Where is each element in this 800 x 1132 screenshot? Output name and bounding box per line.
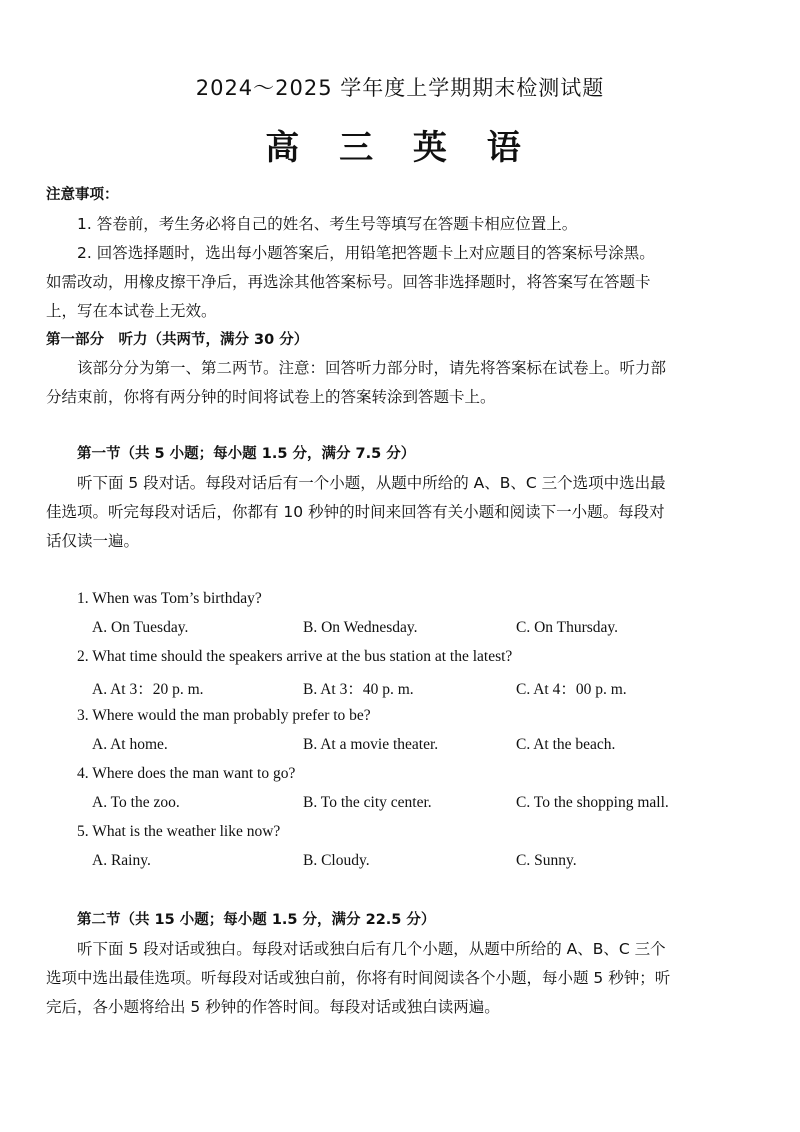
- question-3-option-c: C. At the beach.: [516, 736, 616, 753]
- notice-item-1: 1. 答卷前，考生务必将自己的姓名、考生号等填写在答题卡相应位置上。: [77, 215, 578, 233]
- exam-title: 2024～2025 学年度上学期期末检测试题: [195, 76, 605, 100]
- question-1-option-b: B. On Wednesday.: [303, 619, 418, 636]
- question-2-option-c: C. At 4：00 p. m.: [516, 681, 627, 698]
- part1-heading: 第一部分 听力（共两节，满分 30 分）: [46, 332, 309, 348]
- question-2-option-a: A. At 3：20 p. m.: [92, 681, 204, 698]
- question-3-option-a: A. At home.: [92, 736, 168, 753]
- section2-intro-line-2: 选项中选出最佳选项。听每段对话或独白前，你将有时间阅读各个小题，每小题 5 秒钟；听: [46, 969, 671, 987]
- notice-item-2-line-3: 上，写在本试卷上无效。: [46, 302, 217, 320]
- question-1-option-a: A. On Tuesday.: [92, 619, 189, 636]
- question-4-option-c: C. To the shopping mall.: [516, 794, 669, 811]
- part1-intro-line-1: 该部分分为第一、第二两节。注意：回答听力部分时，请先将答案标在试卷上。听力部: [77, 359, 667, 377]
- question-5-option-b: B. Cloudy.: [303, 852, 370, 869]
- question-3-stem: 3. Where would the man probably prefer to be?: [77, 707, 371, 724]
- section1-intro-line-2: 佳选项。听完每段对话后，你都有 10 秒钟的时间来回答有关小题和阅读下一小题。每段对: [46, 503, 665, 521]
- question-4-option-a: A. To the zoo.: [92, 794, 180, 811]
- question-5-option-a: A. Rainy.: [92, 852, 151, 869]
- notice-item-2-line-2: 如需改动，用橡皮擦干净后，再选涂其他答案标号。回答非选择题时，将答案写在答题卡: [46, 273, 651, 291]
- question-2-option-b: B. At 3：40 p. m.: [303, 681, 414, 698]
- part1-intro-line-2: 分结束前，你将有两分钟的时间将试卷上的答案转涂到答题卡上。: [46, 388, 496, 406]
- question-1-stem: 1. When was Tom’s birthday?: [77, 590, 262, 607]
- notice-heading: 注意事项：: [46, 187, 119, 203]
- question-2-stem: 2. What time should the speakers arrive at the bus station at the latest?: [77, 648, 513, 665]
- section2-intro-line-1: 听下面 5 段对话或独白。每段对话或独白后有几个小题，从题中所给的 A、B、C 三个: [77, 940, 666, 958]
- section1-heading: 第一节（共 5 小题；每小题 1.5 分，满分 7.5 分）: [77, 446, 416, 462]
- section1-intro-line-3: 话仅读一遍。: [46, 532, 140, 550]
- question-4-stem: 4. Where does the man want to go?: [77, 765, 296, 782]
- section2-heading: 第二节（共 15 小题；每小题 1.5 分，满分 22.5 分）: [77, 912, 436, 928]
- question-5-option-c: C. Sunny.: [516, 852, 577, 869]
- question-3-option-b: B. At a movie theater.: [303, 736, 439, 753]
- section2-intro-line-3: 完后，各小题将给出 5 秒钟的作答时间。每段对话或独白读两遍。: [46, 998, 500, 1016]
- question-1-option-c: C. On Thursday.: [516, 619, 619, 636]
- notice-item-2-line-1: 2. 回答选择题时，选出每小题答案后，用铅笔把答题卡上对应题目的答案标号涂黑。: [77, 244, 655, 262]
- subject-title: 高 三 英 语: [265, 128, 535, 168]
- section1-intro-line-1: 听下面 5 段对话。每段对话后有一个小题，从题中所给的 A、B、C 三个选项中选出最: [77, 474, 666, 492]
- question-5-stem: 5. What is the weather like now?: [77, 823, 281, 840]
- question-4-option-b: B. To the city center.: [303, 794, 432, 811]
